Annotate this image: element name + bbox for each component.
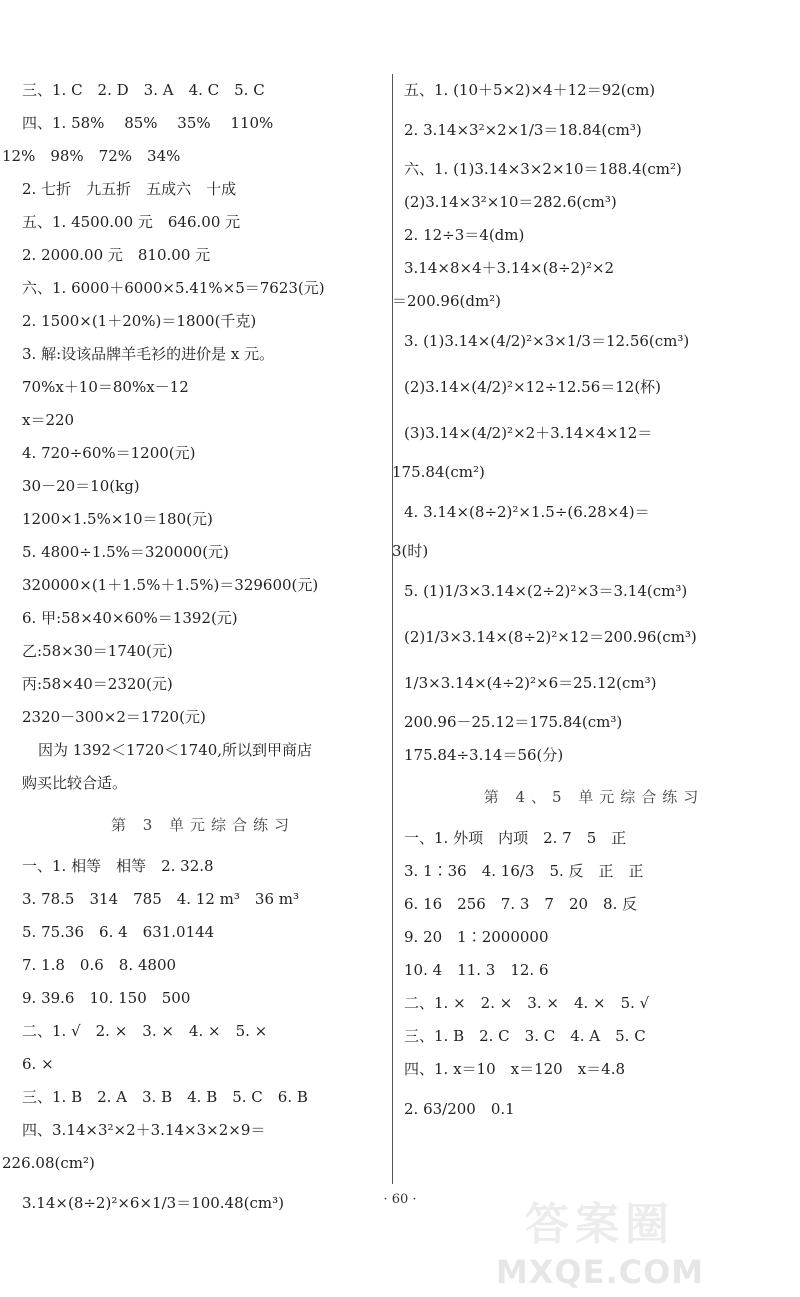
answer-line: 三、1. C 2. D 3. A 4. C 5. C: [22, 81, 265, 99]
left-column: [2, 74, 384, 1226]
answer-line: 购买比较合适。: [22, 774, 128, 792]
answer-line: 四、1. x＝10 x＝120 x＝4.8: [404, 1060, 626, 1078]
answer-line: 5. 4800÷1.5%＝320000(元): [22, 543, 229, 561]
answer-line: 3.14×8×4＋3.14×(8÷2)²×2: [404, 259, 615, 277]
answer-line: 2. 63/200 0.1: [404, 1100, 515, 1118]
answer-line: 1200×1.5%×10＝180(元): [22, 510, 213, 528]
answer-line: 2320－300×2＝1720(元): [22, 708, 206, 726]
answer-line: 二、1. √ 2. × 3. × 4. × 5. ×: [22, 1022, 268, 1040]
answer-line: 5. (1)1/3×3.14×(2÷2)²×3＝3.14(cm³): [404, 582, 688, 600]
answer-line: 2. 1500×(1＋20%)＝1800(千克): [22, 312, 257, 330]
answer-line: 70%x＋10＝80%x－12: [22, 378, 189, 396]
answer-line: 3.14×(8÷2)²×6×1/3＝100.48(cm³): [22, 1194, 284, 1212]
answer-line: 3. 1∶36 4. 16/3 5. 反 正 正: [404, 862, 644, 880]
answer-line: 200.96－25.12＝175.84(cm³): [404, 713, 623, 731]
answer-line: 一、1. 相等 相等 2. 32.8: [22, 857, 214, 875]
section-title: 第 3 单元综合练习: [110, 816, 296, 834]
answer-line: 9. 39.6 10. 150 500: [22, 989, 191, 1007]
answer-line: 6. 甲:58×40×60%＝1392(元): [22, 609, 238, 627]
answer-line: 7. 1.8 0.6 8. 4800: [22, 956, 177, 974]
answer-line: 六、1. (1)3.14×3×2×10＝188.4(cm²): [404, 160, 682, 178]
answer-line: 3. (1)3.14×(4/2)²×3×1/3＝12.56(cm³): [404, 332, 690, 350]
answer-line: 一、1. 外项 内项 2. 7 5 正: [404, 829, 627, 847]
answer-line: 四、1. 58% 85% 35% 110%: [22, 114, 274, 132]
answer-line: (2)3.14×3²×10＝282.6(cm³): [404, 193, 617, 211]
answer-line: 六、1. 6000＋6000×5.41%×5＝7623(元): [22, 279, 325, 297]
answer-line: 2. 2000.00 元 810.00 元: [22, 246, 211, 264]
answer-line: 175.84(cm²): [392, 463, 485, 481]
section-title: 第 4、5 单元综合练习: [483, 788, 705, 806]
right-column: [392, 74, 784, 1132]
answer-line: 10. 4 11. 3 12. 6: [404, 961, 549, 979]
watermark-url: MXQE.COM: [495, 1253, 705, 1291]
answer-line: 4. 720÷60%＝1200(元): [22, 444, 196, 462]
answer-line: 12% 98% 72% 34%: [2, 147, 181, 165]
answer-line: (2)1/3×3.14×(8÷2)²×12＝200.96(cm³): [404, 628, 697, 646]
answer-line: 3(时): [392, 542, 429, 560]
answer-line: 五、1. (10＋5×2)×4＋12＝92(cm): [404, 81, 656, 99]
answer-line: 二、1. × 2. × 3. × 4. × 5. √: [404, 994, 650, 1012]
answer-line: ＝200.96(dm²): [392, 292, 502, 310]
answer-line: 6. ×: [22, 1055, 54, 1073]
answer-line: 三、1. B 2. A 3. B 4. B 5. C 6. B: [22, 1088, 308, 1106]
watermark-logo: [420, 1196, 780, 1296]
answer-line: 3. 78.5 314 785 4. 12 m³ 36 m³: [22, 890, 300, 908]
answer-line: (3)3.14×(4/2)²×2＋3.14×4×12＝: [404, 424, 653, 442]
answer-line: x＝220: [22, 411, 75, 429]
answer-line: 226.08(cm²): [2, 1154, 95, 1172]
column-divider: [392, 74, 393, 1184]
answer-line: 320000×(1＋1.5%＋1.5%)＝329600(元): [22, 576, 319, 594]
answer-line: 2. 七折 九五折 五成六 十成: [22, 180, 237, 198]
answer-line: 三、1. B 2. C 3. C 4. A 5. C: [404, 1027, 646, 1045]
answer-line: 3. 解:设该品牌羊毛衫的进价是 x 元。: [22, 345, 275, 363]
answer-line: (2)3.14×(4/2)²×12÷12.56＝12(杯): [404, 378, 662, 396]
answer-line: 30－20＝10(kg): [22, 477, 140, 495]
answer-line: 2. 3.14×3²×2×1/3＝18.84(cm³): [404, 121, 642, 139]
watermark-text: 答案圈: [525, 1199, 675, 1250]
answer-line: 6. 16 256 7. 3 7 20 8. 反: [404, 895, 638, 913]
answer-line: 4. 3.14×(8÷2)²×1.5÷(6.28×4)＝: [404, 503, 650, 521]
answer-line: 2. 12÷3＝4(dm): [404, 226, 525, 244]
answer-line: 9. 20 1∶2000000: [404, 928, 549, 946]
page-number: · 60 ·: [383, 1192, 417, 1207]
answer-line: 因为 1392＜1720＜1740,所以到甲商店: [38, 741, 313, 759]
answer-line: 丙:58×40＝2320(元): [22, 675, 173, 693]
answer-line: 乙:58×30＝1740(元): [22, 642, 173, 660]
answer-line: 四、3.14×3²×2＋3.14×3×2×9＝: [22, 1121, 266, 1139]
answer-line: 1/3×3.14×(4÷2)²×6＝25.12(cm³): [404, 674, 657, 692]
answer-line: 175.84÷3.14＝56(分): [404, 746, 564, 764]
answer-line: 五、1. 4500.00 元 646.00 元: [22, 213, 241, 231]
answer-line: 5. 75.36 6. 4 631.0144: [22, 923, 215, 941]
